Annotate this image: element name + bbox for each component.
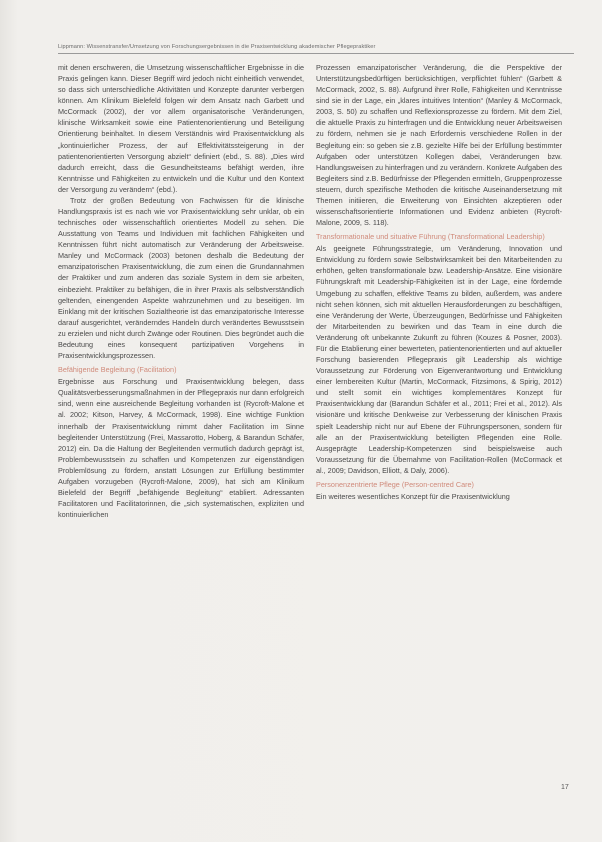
section-heading-facilitation: Befähigende Begleitung (Facilitation) [58, 365, 177, 375]
right-column [316, 62, 562, 502]
left-column [58, 62, 304, 520]
right-paragraph-2: Als geeignete Führungsstrategie, um Veränderung, Innovation und Entwicklung zu fördern sowie Selbstwirksamkeit bei den Mitarbeitenden zu erhöhen, gelten transformationale bzw. Leadership-Ansätze. Eine visionäre Führungskraft mit Leadership-Fähigkeiten ist in der Lage, eine fördernde Umgebung zu schaffen, effektive Teams zu bilden, außerdem, was andere nicht sehen können, sich mit aktuellen Herausforderungen zu beschäftigen, eine Veränderung der Werte, Überzeugungen, Bedürfnisse und Fähigkeiten der Mitarbeitenden zu bewirken und das Team in eine durch die Veränderung oft unbekannte Zukunft zu führen (Kouzes & Posner, 2003). Für die Etablierung einer bewerteten, patientenorientierten und auf aktueller Forschung basierenden Pflegepraxis gilt Leadership als wichtige Voraussetzung zur Förderung von Eigenverantwortung und Entwicklung einer lernbereiten Kultur (Martin, McCormack, Fitzsimons, & Spirig, 2012) und stellt somit ein wichtiges komplementäres Konzept für Praxisentwicklung dar (Barandun Schäfer et al., 2011; Frei et al., 2012). Als visionäre und kritische Denkweise zur Verbesserung der klinischen Praxis spielt Leadership nicht nur auf Ebene der Führungspersonen, sondern für alle an der Praxisentwicklung beteiligten Pflegenden eine Rolle. Ausgeprägte Leadership-Kompetenzen sind beispielsweise auch Voraussetzung für die Übernahme von Facilitation-Rollen (McCormack et al., 2009; Davidson, Elliott, & Daly, 2006). [316, 244, 562, 475]
left-paragraph-1: mit denen erschweren, die Umsetzung wissenschaftlicher Ergebnisse in die Praxis gelingen kann. Dieser Begriff wird jedoch nicht einheitlich verwendet, so dass sich unterschiedliche Aktivitäten und Konzepte darunter verbergen können. Am Klinikum Bielefeld folgen wir dem Ansatz nach Garbett und McCormack (2002), der vor allem organisatorische Veränderungen, klinische Wirksamkeit sowie eine Patientenorientierung und Beteiligung Orientierung beinhaltet. In diesem Verständnis wird Praxisentwicklung als „kontinuierlicher Prozess, der auf Effektivitätssteigerung in der patientenorientierten Versorgung abzielt“ definiert (ebd., S. 88). „Dies wird dadurch erreicht, dass die Gesundheitsteams befähigt werden, ihre Kenntnisse und Fähigkeiten zu entwickeln und die Kultur und den Kontext der Versorgung zu verändern“ (ebd.). [58, 63, 304, 194]
header-rule [58, 53, 574, 54]
left-paragraph-3: Ergebnisse aus Forschung und Praxisentwicklung belegen, dass Qualitätsverbesserungsmaßnahmen in der Pflegepraxis nur dann erfolgreich sind, wenn eine ausreichende Begleitung vorhanden ist (Rycroft-Malone et al. 2002; Kitson, Harvey, & McCormack, 1998). Eine wichtige Funktion innerhalb der Praxisentwicklung nimmt daher Facilitation im Sinne begleitender Unterstützung (Frei, Massarotto, Hoberg, & Barandun Schäfer, 2012) ein. Da die Haltung der Begleitenden vermutlich dadurch geprägt ist, Problembewusstsein zu schaffen und Kompetenzen zur eigenständigen Problemlösung zu fördern, anstatt Lösungen zur Erfüllung bestimmter Aufgaben vorzugeben (Rycroft-Malone, 2009), hat sich am Klinikum Bielefeld der Begriff „befähigende Begleitung“ etabliert. Adressanten Facilitatoren und Facilitatorinnen, die „sich systematischen, expliziten und kontinuierlichen [58, 377, 304, 520]
right-paragraph-1: Prozessen emanzipatorischer Veränderung, die die Perspektive der Unterstützungsbedürftigen berücksichtigen, verpflichtet fühlen“ (Garbett & McCormack, 2002, S. 88). Aufgrund ihrer Rolle, Fähigkeiten und Kenntnisse sind sie in der Lage, ein „klares intuitives Intention“ (Manley & McCormack, 2003, S. 50) zu schaffen und Reflexionsprozesse zu fördern. Mit dem Ziel, die aktuelle Praxis zu hinterfragen und die Entwicklung neuer Arbeitsweisen zu fördern, nehmen sie je nach Erfordernis verschiedene Rollen in der Begleitung ein: so geben sie z.B. gezielte Hilfe bei der Erfüllung bestimmter Aufgaben oder unterstützen Kollegen dabei, Veränderungen bzw. Handlungsweisen zu hinterfragen und zu verändern. Konkrete Aufgaben des Begleiters sind z.B. Bedürfnisse der Pflegenden ermitteln, Gruppenprozesse steuern, durch spezifische Methoden die kritische Auseinandersetzung mit Themen initiieren, die Erweiterung von Einsichten akzeptieren oder wissenschaftsorientierte Informationen und Evidenz anbieten (Rycroft-Malone, 2009, S. 118). [316, 63, 562, 228]
right-paragraph-3: Ein weiteres wesentliches Konzept für die Praxisentwicklung [316, 491, 510, 501]
running-header: Lippmann: Wissenstransfer/Umsetzung von Forschungsergebnissen in die Praxisentwicklung akademischer Pflegepraktiker [58, 44, 376, 50]
section-heading-person-centred-care: Personenzentrierte Pflege (Person-centred Care) [316, 479, 474, 489]
left-paragraph-2: Trotz der großen Bedeutung von Fachwissen für die klinische Handlungspraxis ist es nach wie vor Praxisentwicklung sehr unklar, ob ein technisches oder wissenschaftlich orientiertes Modell zu sehen. Die Ausstattung von Teams und Individuen mit fachlichen Fähigkeiten und Kenntnissen führt nicht automatisch zur Veränderung der Arbeitsweise. Manley und McCormack (2003) betonen deshalb die Bedeutung der emanzipatorischen Praxisentwicklung, die zum einen die Grundannahmen der Praktiker und zum anderen das soziale System in dem sie arbeiten, einbezieht. Praktiker zu befähigen, die in ihrer Praxis als selbstverständlich geltenden, einengenden Aspekte wahrzunehmen und zu beseitigen. Im Einklang mit der kritischen Sozialtheorie ist das emanzipatorische Interesse darauf ausgerichtet, veränderndes Handeln durch verändertes Bewusstsein zu erzielen und nicht durch Zwänge oder Routinen. Dies begründet auch die Bedeutung eines konsequent partizipativen Vorgehens in Praxisentwicklungsprozessen. [58, 195, 304, 361]
section-heading-leadership: Transformationale und situative Führung (Transformational Leadership) [316, 232, 545, 242]
page-number: 17 [561, 784, 569, 791]
